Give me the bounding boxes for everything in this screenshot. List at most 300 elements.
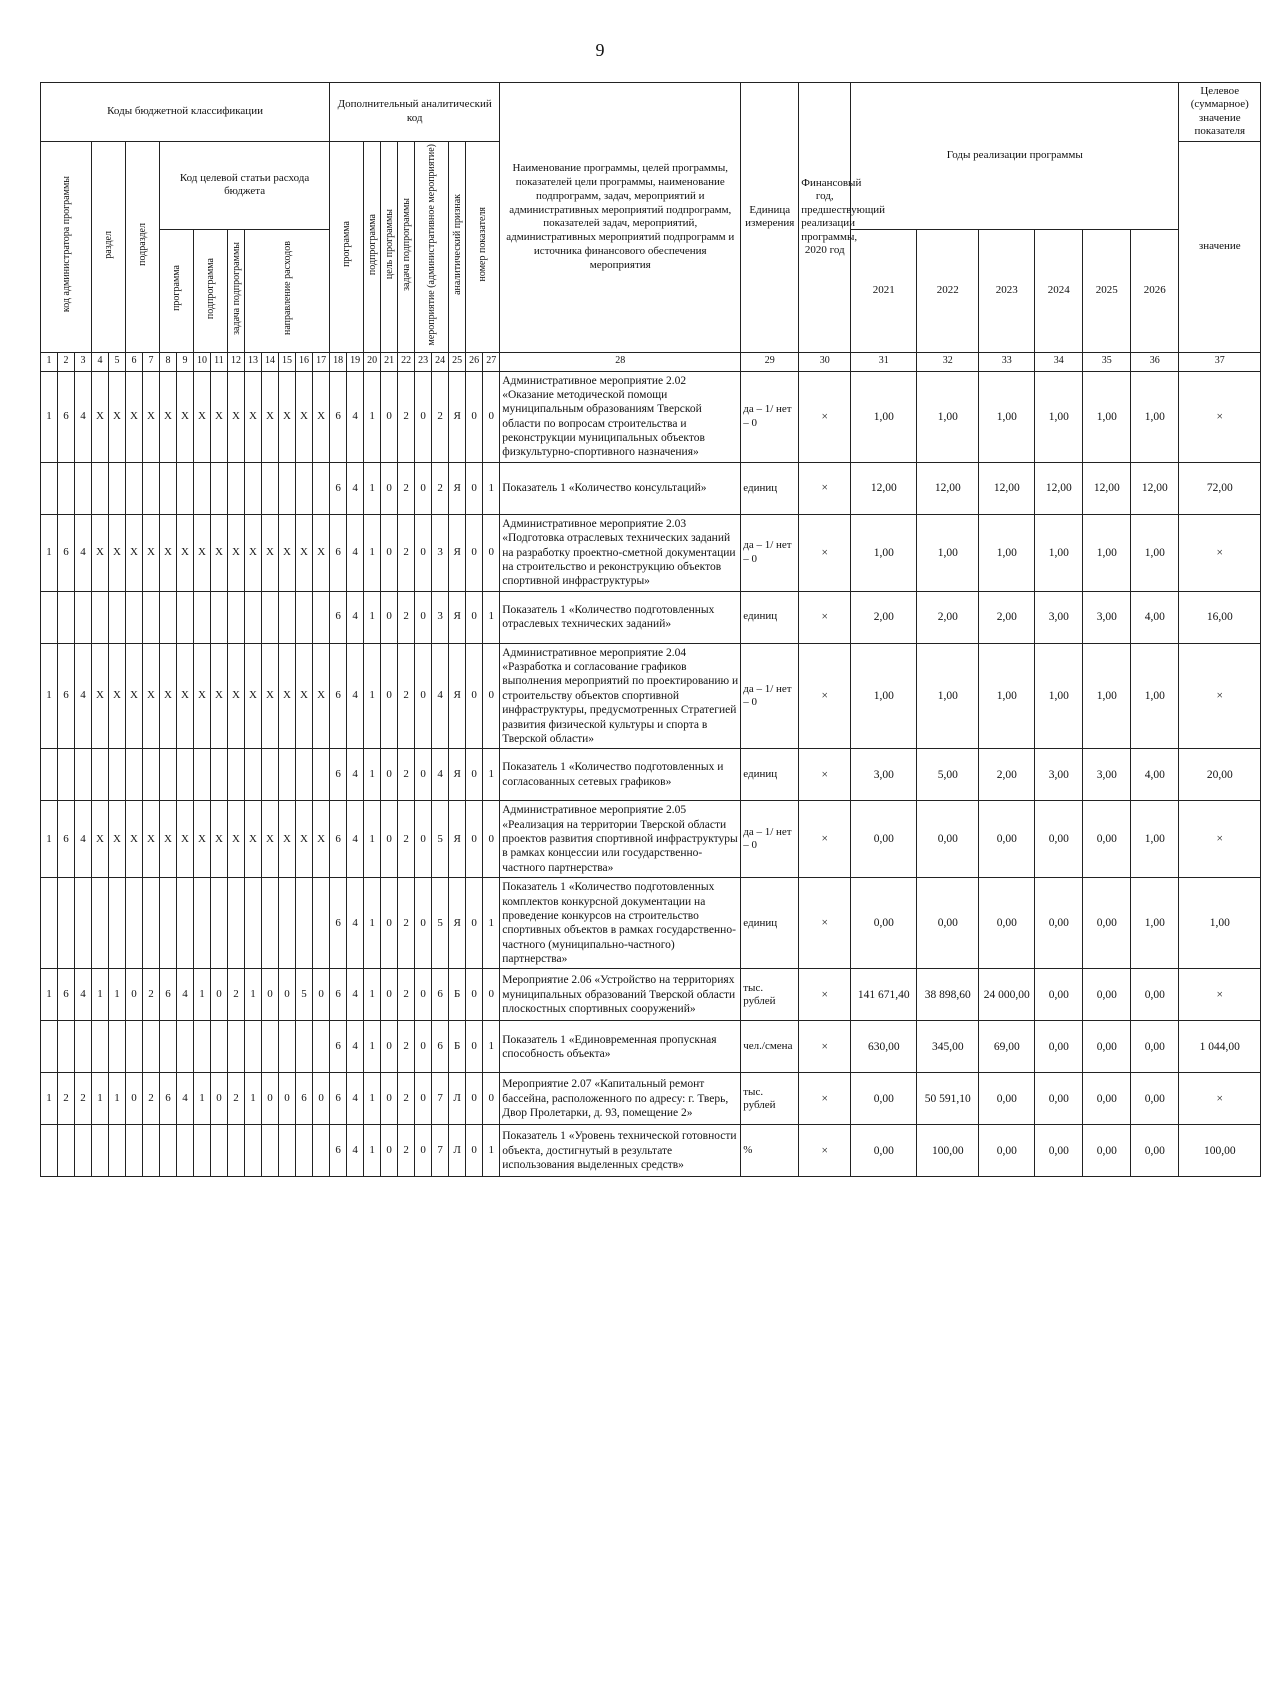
- target-header: Целевое (суммарное) значение показателя: [1179, 83, 1261, 142]
- code-cell: X: [296, 801, 313, 878]
- year-value-cell: 0,00: [851, 878, 917, 969]
- code-cell: 0: [415, 801, 432, 878]
- code-cell: 0: [483, 801, 500, 878]
- column-number-cell: 29: [741, 352, 799, 371]
- column-number-cell: 35: [1083, 352, 1131, 371]
- code-cell: X: [126, 371, 143, 462]
- code-cell: Я: [449, 643, 466, 749]
- code-cell: [109, 878, 126, 969]
- year-value-cell: 0,00: [1083, 801, 1131, 878]
- code-cell: X: [160, 643, 177, 749]
- prev-year-cell: ×: [799, 1125, 851, 1177]
- code-cell: 0: [415, 878, 432, 969]
- code-cell: 0: [466, 371, 483, 462]
- code-cell: [279, 462, 296, 514]
- column-number-cell: 18: [330, 352, 347, 371]
- code-cell: Я: [449, 878, 466, 969]
- year-value-cell: 0,00: [979, 801, 1035, 878]
- year-value-cell: 0,00: [1035, 1125, 1083, 1177]
- code-cell: X: [245, 371, 262, 462]
- code-cell: [296, 1125, 313, 1177]
- year-value-cell: 3,00: [1083, 591, 1131, 643]
- table-row: [41, 371, 1261, 462]
- year-value-cell: 1,00: [917, 371, 979, 462]
- year-value-cell: 3,00: [851, 749, 917, 801]
- column-number-cell: 5: [109, 352, 126, 371]
- column-number-cell: 34: [1035, 352, 1083, 371]
- code-cell: X: [109, 514, 126, 591]
- prev-year-cell: ×: [799, 371, 851, 462]
- code-cell: [75, 591, 92, 643]
- code-cell: Я: [449, 514, 466, 591]
- code-cell: 6: [58, 514, 75, 591]
- code-cell: [160, 1125, 177, 1177]
- year-header: 2023: [979, 229, 1035, 352]
- code-cell: [228, 749, 245, 801]
- code-cell: X: [228, 371, 245, 462]
- column-number-cell: 19: [347, 352, 364, 371]
- code-cell: [109, 1021, 126, 1073]
- prev-year-cell: ×: [799, 801, 851, 878]
- year-header: 2025: [1083, 229, 1131, 352]
- code-cell: 1: [364, 371, 381, 462]
- code-cell: 1: [41, 969, 58, 1021]
- code-cell: [109, 1125, 126, 1177]
- year-value-cell: 24 000,00: [979, 969, 1035, 1021]
- target-value-cell: ×: [1179, 514, 1261, 591]
- code-cell: 6: [330, 1073, 347, 1125]
- code-cell: 0: [211, 1073, 228, 1125]
- code-cell: 2: [398, 1021, 415, 1073]
- code-cell: 4: [347, 969, 364, 1021]
- year-value-cell: 3,00: [1083, 749, 1131, 801]
- year-value-cell: 50 591,10: [917, 1073, 979, 1125]
- target-item-code-header: Код целевой статьи расхода бюджета: [160, 141, 330, 229]
- subprogram-code-header: подпрограмма: [194, 229, 228, 352]
- year-value-cell: 0,00: [1131, 1021, 1179, 1073]
- code-cell: 6: [330, 878, 347, 969]
- code-cell: [126, 1125, 143, 1177]
- code-cell: [143, 591, 160, 643]
- prev-year-cell: ×: [799, 749, 851, 801]
- code-cell: [92, 1021, 109, 1073]
- code-cell: X: [245, 801, 262, 878]
- year-value-cell: 2,00: [979, 749, 1035, 801]
- column-number-cell: 4: [92, 352, 109, 371]
- target-value-header: значение: [1179, 141, 1261, 352]
- code-cell: X: [177, 371, 194, 462]
- year-value-cell: 0,00: [1035, 801, 1083, 878]
- code-cell: 2: [75, 1073, 92, 1125]
- code-cell: 0: [381, 749, 398, 801]
- code-cell: [177, 878, 194, 969]
- code-cell: [126, 462, 143, 514]
- code-cell: [126, 749, 143, 801]
- unit-cell: да – 1/ нет – 0: [741, 371, 799, 462]
- code-cell: 0: [483, 643, 500, 749]
- code-cell: X: [194, 801, 211, 878]
- year-value-cell: 0,00: [1035, 1021, 1083, 1073]
- code-cell: 6: [330, 801, 347, 878]
- code-cell: 1: [483, 591, 500, 643]
- year-value-cell: 2,00: [917, 591, 979, 643]
- year-value-cell: 0,00: [979, 878, 1035, 969]
- code-cell: 1: [194, 1073, 211, 1125]
- code-cell: [228, 878, 245, 969]
- item-name-cell: Административное мероприятие 2.04 «Разработка и согласование графиков выполнения мероприятий по проектированию и строительству объектов спортивной инфраструктуры, предусмотренных Стратегией развития физической культуры и спорта в Тверской области»: [500, 643, 741, 749]
- code-cell: X: [143, 801, 160, 878]
- code-cell: [194, 878, 211, 969]
- code-cell: 0: [483, 514, 500, 591]
- year-value-cell: 2,00: [851, 591, 917, 643]
- code-cell: 0: [466, 801, 483, 878]
- year-value-cell: 345,00: [917, 1021, 979, 1073]
- code-cell: 0: [415, 969, 432, 1021]
- year-value-cell: 0,00: [851, 1125, 917, 1177]
- code-cell: [143, 1021, 160, 1073]
- code-cell: 1: [41, 643, 58, 749]
- code-cell: 0: [483, 969, 500, 1021]
- code-cell: [75, 1125, 92, 1177]
- code-cell: 2: [398, 1073, 415, 1125]
- code-cell: 0: [313, 1073, 330, 1125]
- code-cell: 6: [330, 969, 347, 1021]
- code-cell: 0: [381, 643, 398, 749]
- code-cell: [245, 462, 262, 514]
- code-cell: X: [143, 643, 160, 749]
- code-cell: X: [245, 514, 262, 591]
- code-cell: 1: [483, 1021, 500, 1073]
- unit-cell: да – 1/ нет – 0: [741, 643, 799, 749]
- code-cell: 1: [483, 1125, 500, 1177]
- code-cell: Я: [449, 371, 466, 462]
- year-value-cell: 1,00: [851, 371, 917, 462]
- year-header: 2024: [1035, 229, 1083, 352]
- target-value-cell: 72,00: [1179, 462, 1261, 514]
- code-cell: [279, 749, 296, 801]
- target-value-cell: ×: [1179, 801, 1261, 878]
- code-cell: [228, 1125, 245, 1177]
- code-cell: X: [177, 643, 194, 749]
- year-value-cell: 5,00: [917, 749, 979, 801]
- table-row: [41, 591, 1261, 643]
- code-cell: X: [245, 643, 262, 749]
- year-value-cell: 1,00: [1131, 878, 1179, 969]
- code-cell: 1: [483, 878, 500, 969]
- code-cell: 0: [466, 1125, 483, 1177]
- table-row: [41, 1021, 1261, 1073]
- code-cell: 1: [41, 801, 58, 878]
- target-value-cell: 1,00: [1179, 878, 1261, 969]
- code-cell: [296, 1021, 313, 1073]
- code-cell: [194, 1021, 211, 1073]
- code-cell: [313, 878, 330, 969]
- code-cell: 1: [41, 1073, 58, 1125]
- name-header: Наименование программы, целей программы, показателей цели программы, наименование подпрограмм, задач, мероприятий и административных мероприятий подпрограмм, показателей задач, мероприятий, административных мероприятий подпрограмм и источника финансового обеспечения мероприятия: [500, 83, 741, 353]
- code-cell: 0: [381, 514, 398, 591]
- code-cell: [262, 1021, 279, 1073]
- code-cell: X: [109, 801, 126, 878]
- year-value-cell: 0,00: [1131, 1073, 1179, 1125]
- code-cell: 1: [41, 514, 58, 591]
- code-cell: [177, 1125, 194, 1177]
- code-cell: 2: [398, 969, 415, 1021]
- year-value-cell: 1,00: [1035, 643, 1083, 749]
- table-row: [41, 801, 1261, 878]
- target-value-cell: ×: [1179, 969, 1261, 1021]
- code-cell: X: [262, 801, 279, 878]
- year-value-cell: 0,00: [1083, 1073, 1131, 1125]
- year-value-cell: 0,00: [1083, 878, 1131, 969]
- year-value-cell: 1,00: [1083, 643, 1131, 749]
- code-cell: X: [211, 514, 228, 591]
- code-cell: [262, 462, 279, 514]
- code-cell: 1: [109, 1073, 126, 1125]
- code-cell: 0: [381, 371, 398, 462]
- program-table-sheet: [40, 82, 1249, 1177]
- code-cell: [41, 878, 58, 969]
- code-cell: 2: [398, 514, 415, 591]
- year-value-cell: 12,00: [1083, 462, 1131, 514]
- code-cell: X: [92, 371, 109, 462]
- code-cell: [245, 749, 262, 801]
- code-cell: X: [228, 514, 245, 591]
- expense-direction-header: направление расходов: [245, 229, 330, 352]
- code-cell: 4: [347, 801, 364, 878]
- code-cell: 0: [415, 643, 432, 749]
- code-cell: 4: [177, 969, 194, 1021]
- code-cell: 0: [381, 1073, 398, 1125]
- year-value-cell: 0,00: [1083, 969, 1131, 1021]
- code-cell: 0: [415, 749, 432, 801]
- column-number-cell: 12: [228, 352, 245, 371]
- year-value-cell: 38 898,60: [917, 969, 979, 1021]
- admin-code-header: код администратора программы: [41, 141, 92, 352]
- code-cell: X: [296, 643, 313, 749]
- item-name-cell: Показатель 1 «Количество подготовленных и согласованных сетевых графиков»: [500, 749, 741, 801]
- code-cell: [58, 1021, 75, 1073]
- unit-cell: да – 1/ нет – 0: [741, 801, 799, 878]
- code-cell: [228, 462, 245, 514]
- code-cell: [194, 591, 211, 643]
- code-cell: X: [279, 371, 296, 462]
- code-cell: [41, 1021, 58, 1073]
- code-cell: 1: [245, 1073, 262, 1125]
- extra-analytic-header: Дополнительный аналитический код: [330, 83, 500, 142]
- unit-cell: да – 1/ нет – 0: [741, 514, 799, 591]
- year-value-cell: 1,00: [1083, 514, 1131, 591]
- code-cell: [211, 878, 228, 969]
- code-cell: [41, 1125, 58, 1177]
- code-cell: [211, 749, 228, 801]
- code-cell: 0: [415, 514, 432, 591]
- code-cell: 3: [432, 591, 449, 643]
- column-number-cell: 37: [1179, 352, 1261, 371]
- code-cell: 4: [347, 1073, 364, 1125]
- code-cell: 2: [398, 878, 415, 969]
- code-cell: 0: [415, 462, 432, 514]
- program-code-header: программа: [160, 229, 194, 352]
- code-cell: [245, 1125, 262, 1177]
- code-cell: [75, 462, 92, 514]
- extra-indicator-header: номер показателя: [466, 141, 500, 352]
- code-cell: [262, 878, 279, 969]
- year-value-cell: 3,00: [1035, 591, 1083, 643]
- year-value-cell: 1,00: [1083, 371, 1131, 462]
- code-cell: 0: [415, 371, 432, 462]
- column-number-cell: 17: [313, 352, 330, 371]
- year-value-cell: 0,00: [917, 801, 979, 878]
- code-cell: 4: [347, 591, 364, 643]
- code-cell: [245, 591, 262, 643]
- code-cell: 2: [398, 591, 415, 643]
- code-cell: Л: [449, 1125, 466, 1177]
- code-cell: 3: [432, 514, 449, 591]
- program-table-body: [41, 371, 1261, 1177]
- code-cell: 2: [398, 1125, 415, 1177]
- code-cell: X: [126, 643, 143, 749]
- code-cell: 0: [466, 462, 483, 514]
- code-cell: X: [262, 514, 279, 591]
- code-cell: X: [177, 801, 194, 878]
- code-cell: 6: [432, 1021, 449, 1073]
- code-cell: [245, 1021, 262, 1073]
- year-value-cell: 3,00: [1035, 749, 1083, 801]
- table-row: [41, 969, 1261, 1021]
- code-cell: 2: [228, 969, 245, 1021]
- code-cell: 0: [262, 969, 279, 1021]
- year-value-cell: 2,00: [979, 591, 1035, 643]
- code-cell: 4: [75, 514, 92, 591]
- code-cell: 4: [347, 514, 364, 591]
- subprogram-task-code-header: задача подпрограммы: [228, 229, 245, 352]
- column-number-cell: 14: [262, 352, 279, 371]
- code-cell: [296, 878, 313, 969]
- code-cell: [160, 878, 177, 969]
- code-cell: [75, 1021, 92, 1073]
- code-cell: 4: [347, 643, 364, 749]
- code-cell: [143, 749, 160, 801]
- code-cell: 6: [330, 591, 347, 643]
- code-cell: 0: [279, 1073, 296, 1125]
- code-cell: [58, 591, 75, 643]
- item-name-cell: Административное мероприятие 2.05 «Реализация на территории Тверской области проектов развития спортивной инфраструктуры в рамках концессии или государственно-частного партнерства»: [500, 801, 741, 878]
- code-cell: [58, 1125, 75, 1177]
- code-cell: 4: [75, 801, 92, 878]
- code-cell: X: [109, 643, 126, 749]
- item-name-cell: Показатель 1 «Количество подготовленных комплектов конкурсной документации на проведение конкурсов на строительство спортивных объектов в рамках государственно-частного (муниципально-частного) партнерства»: [500, 878, 741, 969]
- table-row: [41, 514, 1261, 591]
- code-cell: [177, 749, 194, 801]
- code-cell: 0: [466, 969, 483, 1021]
- code-cell: 6: [330, 371, 347, 462]
- year-value-cell: 1,00: [851, 643, 917, 749]
- code-cell: 7: [432, 1073, 449, 1125]
- year-value-cell: 1,00: [917, 514, 979, 591]
- code-cell: 0: [126, 1073, 143, 1125]
- header-row-top: [41, 83, 1261, 142]
- code-cell: [313, 1021, 330, 1073]
- code-cell: 1: [194, 969, 211, 1021]
- column-number-cell: 9: [177, 352, 194, 371]
- code-cell: 4: [347, 1021, 364, 1073]
- prev-year-cell: ×: [799, 969, 851, 1021]
- code-cell: 0: [313, 969, 330, 1021]
- year-value-cell: 0,00: [1131, 969, 1179, 1021]
- code-cell: [92, 591, 109, 643]
- year-value-cell: 0,00: [1083, 1125, 1131, 1177]
- table-row: [41, 1073, 1261, 1125]
- code-cell: [177, 462, 194, 514]
- extra-goal-header: цель программы: [381, 141, 398, 352]
- unit-cell: единиц: [741, 462, 799, 514]
- code-cell: [92, 462, 109, 514]
- item-name-cell: Показатель 1 «Единовременная пропускная способность объекта»: [500, 1021, 741, 1073]
- code-cell: [126, 878, 143, 969]
- code-cell: 4: [347, 1125, 364, 1177]
- code-cell: [160, 1021, 177, 1073]
- code-cell: 1: [41, 371, 58, 462]
- code-cell: [41, 749, 58, 801]
- code-cell: 0: [483, 1073, 500, 1125]
- code-cell: 1: [245, 969, 262, 1021]
- code-cell: [194, 462, 211, 514]
- year-value-cell: 0,00: [851, 1073, 917, 1125]
- code-cell: 0: [381, 1021, 398, 1073]
- year-value-cell: 1,00: [851, 514, 917, 591]
- item-name-cell: Показатель 1 «Уровень технической готовности объекта, достигнутый в результате использования выделенных средств»: [500, 1125, 741, 1177]
- budget-codes-header: Коды бюджетной классификации: [41, 83, 330, 142]
- year-value-cell: 0,00: [1131, 1125, 1179, 1177]
- year-value-cell: 4,00: [1131, 591, 1179, 643]
- code-cell: X: [296, 514, 313, 591]
- code-cell: [296, 749, 313, 801]
- unit-cell: единиц: [741, 878, 799, 969]
- year-value-cell: 1,00: [1131, 371, 1179, 462]
- code-cell: 0: [262, 1073, 279, 1125]
- column-number-cell: 7: [143, 352, 160, 371]
- code-cell: 0: [381, 462, 398, 514]
- code-cell: [75, 878, 92, 969]
- code-cell: 0: [415, 591, 432, 643]
- extra-program-header: программа: [330, 141, 364, 352]
- code-cell: 6: [330, 643, 347, 749]
- code-cell: X: [92, 643, 109, 749]
- table-row: [41, 749, 1261, 801]
- code-cell: [228, 1021, 245, 1073]
- year-value-cell: 12,00: [979, 462, 1035, 514]
- code-cell: 4: [432, 749, 449, 801]
- code-cell: X: [160, 371, 177, 462]
- code-cell: [177, 1021, 194, 1073]
- year-value-cell: 630,00: [851, 1021, 917, 1073]
- code-cell: X: [313, 643, 330, 749]
- code-cell: 0: [483, 371, 500, 462]
- section-header: раздел: [92, 141, 126, 352]
- code-cell: 1: [483, 749, 500, 801]
- code-cell: X: [313, 371, 330, 462]
- year-value-cell: 1,00: [1131, 801, 1179, 878]
- code-cell: 1: [364, 878, 381, 969]
- code-cell: X: [211, 371, 228, 462]
- code-cell: [211, 462, 228, 514]
- code-cell: [41, 462, 58, 514]
- code-cell: 0: [415, 1021, 432, 1073]
- code-cell: 6: [330, 1021, 347, 1073]
- prev-year-cell: ×: [799, 591, 851, 643]
- column-number-cell: 13: [245, 352, 262, 371]
- year-header: 2026: [1131, 229, 1179, 352]
